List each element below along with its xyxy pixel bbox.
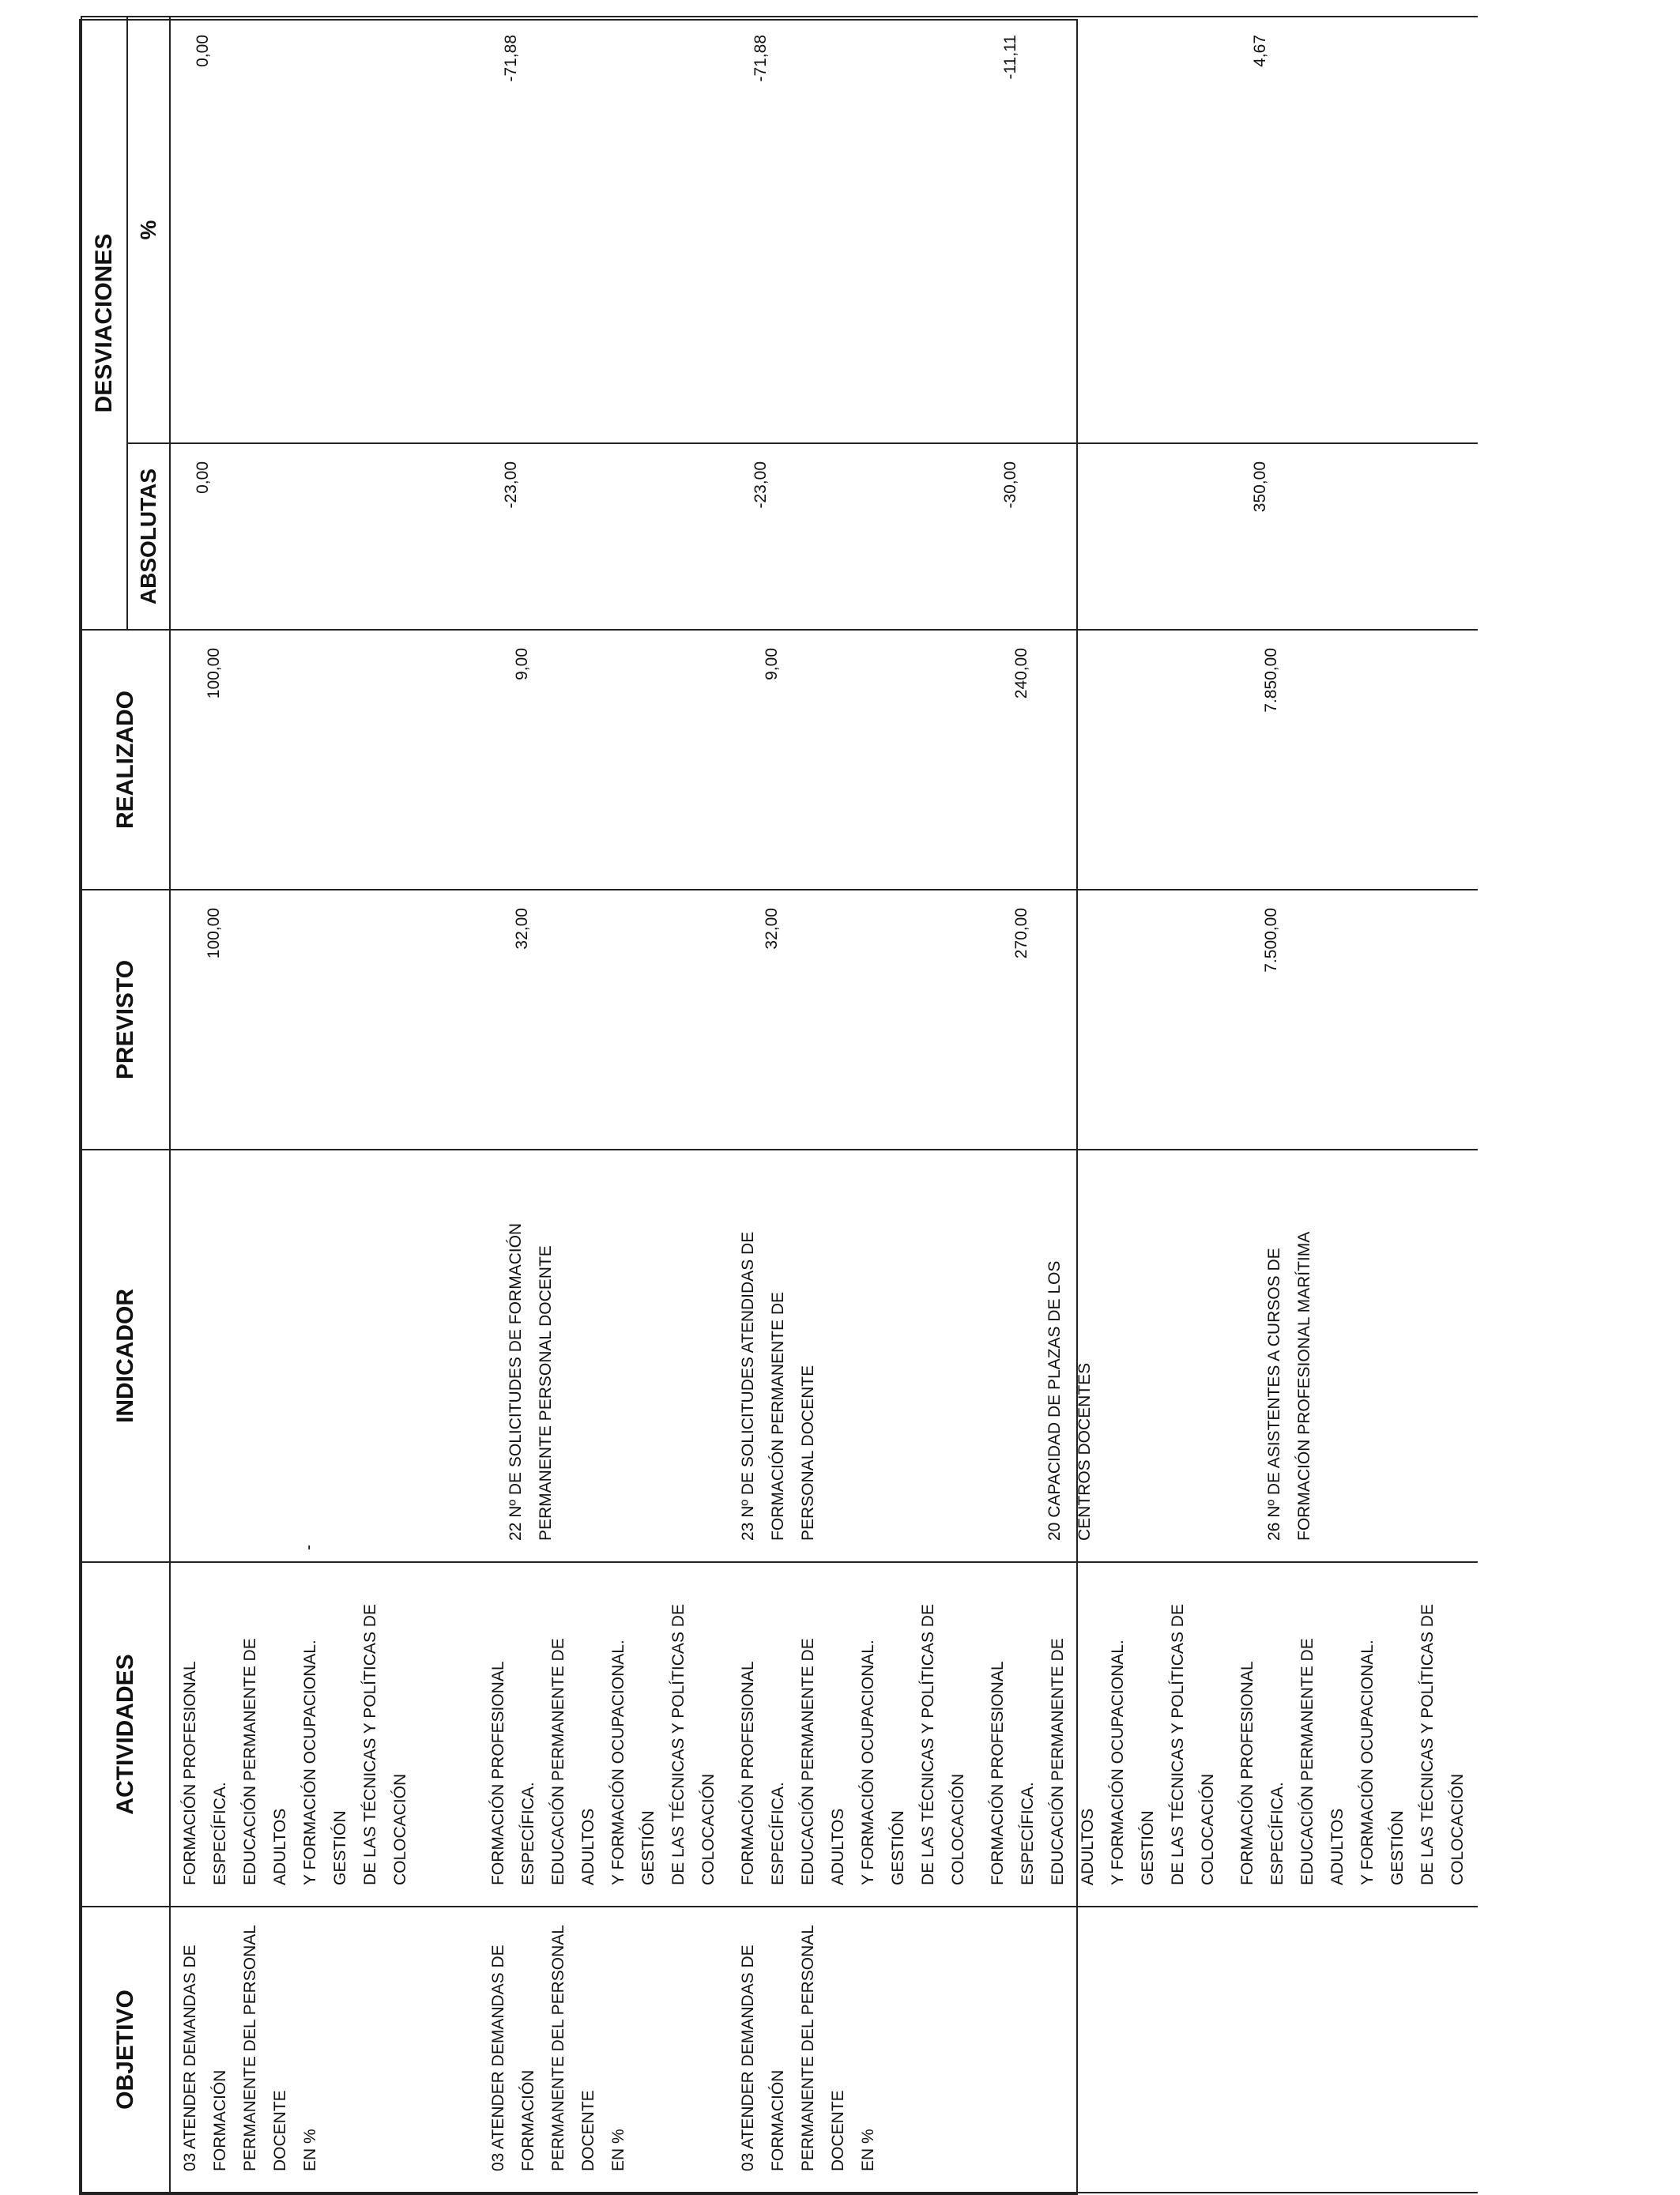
header-objetivo: OBJETIVO (81, 1907, 170, 2193)
table-row (1228, 17, 1478, 2193)
cell-previsto: 32,00 (729, 890, 978, 1150)
cell-realizado: 9,00 (479, 630, 729, 890)
cell-indicador: - (170, 1150, 479, 1562)
cell-actividades: FORMACIÓN PROFESIONAL ESPECÍFICA. EDUCACIÓN PERMANENTE DE ADULTOS Y FORMACIÓN OCUPACIONAL. GESTIÓN DE LAS TÉCNICAS Y POLÍTICAS DE COLOCACIÓN (479, 1562, 729, 1907)
cell-porcentaje: 4,67 (1228, 17, 1478, 443)
cell-previsto: 7.500,00 (1228, 890, 1478, 1150)
cell-absolutas: 0,00 (170, 443, 479, 630)
cell-absolutas: -23,00 (729, 443, 978, 630)
cell-porcentaje: 0,00 (170, 17, 479, 443)
cell-objetivo (1228, 1907, 1478, 2193)
rotated-table-sheet (79, 19, 1467, 2195)
cell-objetivo (978, 1907, 1228, 2193)
cell-indicador: 26 Nº DE ASISTENTES A CURSOS DE FORMACIÓN PROFESIONAL MARÍTIMA (1228, 1150, 1478, 1562)
cell-previsto: 32,00 (479, 890, 729, 1150)
table-row (978, 17, 1228, 2193)
cell-actividades: FORMACIÓN PROFESIONAL ESPECÍFICA. EDUCACIÓN PERMANENTE DE ADULTOS Y FORMACIÓN OCUPACIONAL. GESTIÓN DE LAS TÉCNICAS Y POLÍTICAS DE COLOCACIÓN (170, 1562, 479, 1907)
cell-absolutas: -30,00 (978, 443, 1228, 630)
cell-actividades: FORMACIÓN PROFESIONAL ESPECÍFICA. EDUCACIÓN PERMANENTE DE ADULTOS Y FORMACIÓN OCUPACIONAL. GESTIÓN DE LAS TÉCNICAS Y POLÍTICAS DE COLOCACIÓN (729, 1562, 978, 1907)
header-indicador: INDICADOR (81, 1150, 170, 1562)
cell-previsto: 100,00 (170, 890, 479, 1150)
cell-porcentaje: -11,11 (978, 17, 1228, 443)
header-desviaciones: DESVIACIONES (81, 17, 127, 630)
cell-actividades: FORMACIÓN PROFESIONAL ESPECÍFICA. EDUCACIÓN PERMANENTE DE ADULTOS Y FORMACIÓN OCUPACIONAL. GESTIÓN DE LAS TÉCNICAS Y POLÍTICAS DE COLOCACIÓN (1228, 1562, 1478, 1907)
cell-absolutas: -23,00 (479, 443, 729, 630)
header-realizado: REALIZADO (81, 630, 170, 890)
cell-indicador: 22 Nº DE SOLICITUDES DE FORMACIÓN PERMANENTE PERSONAL DOCENTE (479, 1150, 729, 1562)
header-absolutas: ABSOLUTAS (127, 443, 170, 630)
header-previsto: PREVISTO (81, 890, 170, 1150)
table-row (479, 17, 729, 2193)
table-row (729, 17, 978, 2193)
activity-indicators-table (81, 16, 1478, 2193)
cell-absolutas: 350,00 (1228, 443, 1478, 630)
cell-objetivo: 03 ATENDER DEMANDAS DE FORMACIÓN PERMANENTE DEL PERSONAL DOCENTE EN % (729, 1907, 978, 2193)
cell-porcentaje: -71,88 (479, 17, 729, 443)
cell-objetivo: 03 ATENDER DEMANDAS DE FORMACIÓN PERMANENTE DEL PERSONAL DOCENTE EN % (479, 1907, 729, 2193)
cell-indicador: 23 Nº DE SOLICITUDES ATENDIDAS DE FORMACIÓN PERMANENTE DE PERSONAL DOCENTE (729, 1150, 978, 1562)
table-row (170, 17, 479, 2193)
cell-indicador: 20 CAPACIDAD DE PLAZAS DE LOS CENTROS DOCENTES (978, 1150, 1228, 1562)
cell-realizado: 7.850,00 (1228, 630, 1478, 890)
cell-previsto: 270,00 (978, 890, 1228, 1150)
header-actividades: ACTIVIDADES (81, 1562, 170, 1907)
cell-porcentaje: -71,88 (729, 17, 978, 443)
cell-realizado: 9,00 (729, 630, 978, 890)
cell-objetivo: 03 ATENDER DEMANDAS DE FORMACIÓN PERMANENTE DEL PERSONAL DOCENTE EN % (170, 1907, 479, 2193)
cell-actividades: FORMACIÓN PROFESIONAL ESPECÍFICA. EDUCACIÓN PERMANENTE DE ADULTOS Y FORMACIÓN OCUPACIONAL. GESTIÓN DE LAS TÉCNICAS Y POLÍTICAS DE COLOCACIÓN (978, 1562, 1228, 1907)
cell-realizado: 240,00 (978, 630, 1228, 890)
cell-realizado: 100,00 (170, 630, 479, 890)
header-porcentaje: % (127, 17, 170, 443)
